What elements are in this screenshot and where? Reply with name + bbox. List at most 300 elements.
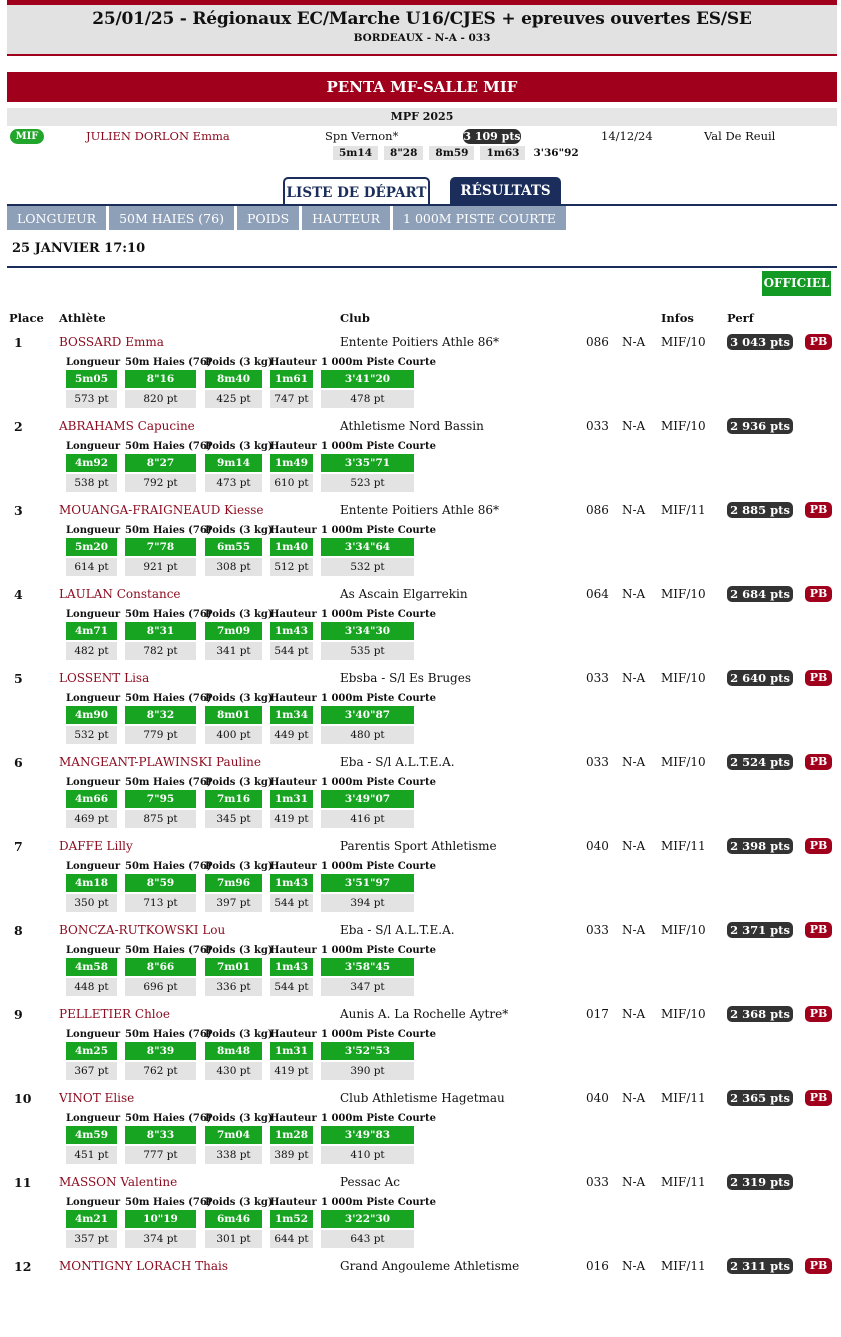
event-mark-value: 7"95 <box>125 790 196 808</box>
athlete-name[interactable]: MASSON Valentine <box>59 1175 178 1189</box>
column-header-club: Club <box>340 311 370 325</box>
meeting-subtitle: BORDEAUX - N-A - 033 <box>353 32 491 44</box>
tab-50m-haies[interactable]: 50M HAIES (76) <box>109 206 234 230</box>
event-mark-value: 4m21 <box>66 1210 117 1228</box>
event-mark-value: 7m96 <box>205 874 262 892</box>
event-points: 338 pt <box>205 1146 262 1164</box>
event-mark-value: 1m31 <box>270 790 313 808</box>
athlete-name[interactable]: DAFFE Lilly <box>59 839 133 853</box>
athlete-perf: 2 368 pts <box>727 1006 793 1022</box>
event-points: 397 pt <box>205 894 262 912</box>
athlete-category: MIF/10 <box>661 587 706 601</box>
event-points: 419 pt <box>270 810 313 828</box>
event-label: 1 000m Piste Courte <box>321 441 436 452</box>
event-title: PENTA MF-SALLE MIF <box>7 72 837 102</box>
event-mark <box>125 1027 212 1083</box>
event-label: Poids (3 kg) <box>205 945 273 956</box>
athlete-perf: 2 936 pts <box>727 418 793 434</box>
official-badge: OFFICIEL <box>762 271 831 296</box>
event-mark <box>125 859 212 915</box>
athlete-club: Eba - S/l A.L.T.E.A. <box>340 923 455 937</box>
record-marks <box>333 146 581 160</box>
event-points: 696 pt <box>125 978 196 996</box>
event-mark <box>125 607 212 663</box>
event-mark <box>321 607 436 663</box>
event-mark <box>270 691 317 747</box>
event-label: Hauteur <box>270 861 317 872</box>
result-row <box>0 1085 841 1169</box>
result-row <box>0 1169 841 1253</box>
tab-start-list[interactable]: LISTE DE DÉPART <box>283 177 430 204</box>
event-mark-value: 3'34"64 <box>321 538 414 556</box>
athlete-region: N-A <box>622 587 646 601</box>
event-mark <box>270 523 317 579</box>
athlete-name[interactable]: LAULAN Constance <box>59 587 181 601</box>
column-header-perf: Perf <box>727 311 754 325</box>
athlete-perf: 2 371 pts <box>727 922 793 938</box>
event-mark-value: 1m31 <box>270 1042 313 1060</box>
event-points: 394 pt <box>321 894 414 912</box>
athlete-region: N-A <box>622 923 646 937</box>
event-mark-value: 4m71 <box>66 622 117 640</box>
event-mark <box>125 1195 212 1251</box>
event-mark <box>66 859 121 915</box>
record-mark: 3'36"92 <box>533 147 579 159</box>
event-mark <box>205 775 273 831</box>
event-mark-value: 3'41"20 <box>321 370 414 388</box>
athlete-club: As Ascain Elgarrekin <box>340 587 468 601</box>
athlete-dept: 033 <box>586 755 609 769</box>
athlete-category: MIF/11 <box>661 1091 706 1105</box>
event-label: 1 000m Piste Courte <box>321 777 436 788</box>
athlete-dept: 040 <box>586 839 609 853</box>
athlete-place: 2 <box>14 419 23 434</box>
event-mark-value: 6m46 <box>205 1210 262 1228</box>
athlete-category: MIF/10 <box>661 335 706 349</box>
event-points: 400 pt <box>205 726 262 744</box>
record-label: MPF 2025 <box>7 108 837 126</box>
pb-badge: PB <box>805 1006 832 1022</box>
athlete-club: Club Athletisme Hagetmau <box>340 1091 505 1105</box>
athlete-category: MIF/11 <box>661 839 706 853</box>
event-label: 50m Haies (76) <box>125 441 212 452</box>
event-mark-value: 3'52"53 <box>321 1042 414 1060</box>
athlete-dept: 016 <box>586 1259 609 1273</box>
pb-badge: PB <box>805 670 832 686</box>
event-mark <box>321 523 436 579</box>
athlete-place: 6 <box>14 755 23 770</box>
column-header-place: Place <box>9 311 44 325</box>
event-label: Poids (3 kg) <box>205 777 273 788</box>
pb-badge: PB <box>805 334 832 350</box>
athlete-name[interactable]: MONTIGNY LORACH Thais <box>59 1259 229 1273</box>
event-mark-value: 1m52 <box>270 1210 313 1228</box>
event-mark-value: 1m49 <box>270 454 313 472</box>
event-label: Longueur <box>66 525 121 536</box>
event-points: 820 pt <box>125 390 196 408</box>
event-mark-value: 4m25 <box>66 1042 117 1060</box>
event-label: 50m Haies (76) <box>125 357 212 368</box>
result-row <box>0 917 841 1001</box>
athlete-category: MIF/11 <box>661 503 706 517</box>
event-mark <box>125 943 212 999</box>
event-points: 336 pt <box>205 978 262 996</box>
event-mark-value: 4m92 <box>66 454 117 472</box>
event-points: 410 pt <box>321 1146 414 1164</box>
event-points: 512 pt <box>270 558 313 576</box>
event-points: 644 pt <box>270 1230 313 1248</box>
athlete-perf: 2 365 pts <box>727 1090 793 1106</box>
event-mark <box>205 943 273 999</box>
event-mark <box>125 523 212 579</box>
event-mark <box>270 607 317 663</box>
event-mark-value: 3'34"30 <box>321 622 414 640</box>
event-label: Longueur <box>66 1197 121 1208</box>
tab-results[interactable]: RÉSULTATS <box>450 177 561 204</box>
event-points: 347 pt <box>321 978 414 996</box>
event-mark-value: 3'49"83 <box>321 1126 414 1144</box>
event-points: 390 pt <box>321 1062 414 1080</box>
view-tabs <box>7 177 837 206</box>
athlete-dept: 033 <box>586 671 609 685</box>
event-label: Hauteur <box>270 1197 317 1208</box>
event-points: 544 pt <box>270 894 313 912</box>
athlete-dept: 086 <box>586 503 609 517</box>
pb-badge: PB <box>805 922 832 938</box>
event-mark-value: 7m09 <box>205 622 262 640</box>
event-mark-value: 8"31 <box>125 622 196 640</box>
event-points: 482 pt <box>66 642 117 660</box>
event-points: 469 pt <box>66 810 117 828</box>
event-points: 345 pt <box>205 810 262 828</box>
athlete-region: N-A <box>622 1175 646 1189</box>
event-mark-value: 5m05 <box>66 370 117 388</box>
event-points: 573 pt <box>66 390 117 408</box>
event-label: 1 000m Piste Courte <box>321 693 436 704</box>
event-mark <box>321 1027 436 1083</box>
event-points: 341 pt <box>205 642 262 660</box>
event-label: 50m Haies (76) <box>125 525 212 536</box>
event-points: 478 pt <box>321 390 414 408</box>
event-mark <box>66 607 121 663</box>
tab-hauteur[interactable]: HAUTEUR <box>302 206 390 230</box>
event-label: Hauteur <box>270 777 317 788</box>
event-mark <box>66 1195 121 1251</box>
event-points: 532 pt <box>66 726 117 744</box>
event-mark-value: 5m20 <box>66 538 117 556</box>
event-label: Poids (3 kg) <box>205 441 273 452</box>
event-mark-value: 1m28 <box>270 1126 313 1144</box>
event-mark-value: 4m90 <box>66 706 117 724</box>
tab-1000m[interactable]: 1 000M PISTE COURTE <box>393 206 566 230</box>
event-mark-value: 8"27 <box>125 454 196 472</box>
event-mark <box>125 1111 212 1167</box>
event-label: Hauteur <box>270 357 317 368</box>
result-row <box>0 329 841 413</box>
event-label: Hauteur <box>270 525 317 536</box>
event-points: 419 pt <box>270 1062 313 1080</box>
athlete-category: MIF/10 <box>661 755 706 769</box>
event-label: 1 000m Piste Courte <box>321 609 436 620</box>
event-mark-value: 9m14 <box>205 454 262 472</box>
record-holder-name[interactable]: JULIEN DORLON Emma <box>86 129 230 143</box>
athlete-club: Aunis A. La Rochelle Aytre* <box>340 1007 509 1021</box>
event-label: Longueur <box>66 609 121 620</box>
record-place: Val De Reuil <box>704 129 776 143</box>
event-label: Poids (3 kg) <box>205 609 273 620</box>
athlete-place: 12 <box>14 1259 32 1274</box>
event-points: 643 pt <box>321 1230 414 1248</box>
event-points: 538 pt <box>66 474 117 492</box>
result-row <box>0 749 841 833</box>
athlete-region: N-A <box>622 671 646 685</box>
event-mark <box>125 691 212 747</box>
pb-badge: PB <box>805 1090 832 1106</box>
event-mark <box>270 439 317 495</box>
event-mark <box>321 859 436 915</box>
athlete-name[interactable]: LOSSENT Lisa <box>59 671 150 685</box>
tab-longueur[interactable]: LONGUEUR <box>7 206 106 230</box>
athlete-perf: 2 311 pts <box>727 1258 793 1274</box>
event-mark <box>205 523 273 579</box>
event-mark <box>321 355 436 411</box>
event-label: 1 000m Piste Courte <box>321 357 436 368</box>
event-mark-value: 10"19 <box>125 1210 196 1228</box>
event-label: 1 000m Piste Courte <box>321 861 436 872</box>
event-mark-value: 8"32 <box>125 706 196 724</box>
event-mark-value: 1m43 <box>270 622 313 640</box>
event-mark-value: 3'22"30 <box>321 1210 414 1228</box>
event-points: 350 pt <box>66 894 117 912</box>
event-points: 535 pt <box>321 642 414 660</box>
event-mark <box>205 1027 273 1083</box>
event-label: 50m Haies (76) <box>125 609 212 620</box>
pb-badge: PB <box>805 502 832 518</box>
divider <box>7 266 837 268</box>
athlete-name[interactable]: MOUANGA-FRAIGNEAUD Kiesse <box>59 503 264 517</box>
athlete-perf: 2 319 pts <box>727 1174 793 1190</box>
athlete-name[interactable]: BONCZA-RUTKOWSKI Lou <box>59 923 226 937</box>
athlete-club: Pessac Ac <box>340 1175 401 1189</box>
result-row <box>0 833 841 917</box>
athlete-region: N-A <box>622 839 646 853</box>
athlete-perf: 2 398 pts <box>727 838 793 854</box>
athlete-dept: 086 <box>586 335 609 349</box>
event-mark <box>270 1111 317 1167</box>
event-mark-value: 7m04 <box>205 1126 262 1144</box>
category-badge: MIF <box>10 129 44 144</box>
event-label: Poids (3 kg) <box>205 1029 273 1040</box>
athlete-place: 3 <box>14 503 23 518</box>
event-points: 416 pt <box>321 810 414 828</box>
athlete-place: 7 <box>14 839 23 854</box>
event-label: 50m Haies (76) <box>125 1029 212 1040</box>
event-label: 50m Haies (76) <box>125 1113 212 1124</box>
event-mark <box>321 1111 436 1167</box>
athlete-dept: 017 <box>586 1007 609 1021</box>
athlete-category: MIF/10 <box>661 419 706 433</box>
event-mark-value: 8m48 <box>205 1042 262 1060</box>
event-label: Poids (3 kg) <box>205 1113 273 1124</box>
athlete-dept: 040 <box>586 1091 609 1105</box>
event-label: Hauteur <box>270 609 317 620</box>
result-row <box>0 665 841 749</box>
event-points: 875 pt <box>125 810 196 828</box>
event-mark-value: 8"39 <box>125 1042 196 1060</box>
event-mark-value: 1m61 <box>270 370 313 388</box>
event-label: 1 000m Piste Courte <box>321 1029 436 1040</box>
column-header-athlete: Athlète <box>59 311 106 325</box>
event-label: Longueur <box>66 777 121 788</box>
event-mark <box>270 943 317 999</box>
event-mark-value: 4m58 <box>66 958 117 976</box>
event-points: 301 pt <box>205 1230 262 1248</box>
event-mark-value: 1m43 <box>270 874 313 892</box>
event-points: 762 pt <box>125 1062 196 1080</box>
pb-badge: PB <box>805 1258 832 1274</box>
athlete-club: Parentis Sport Athletisme <box>340 839 497 853</box>
result-row <box>0 1253 841 1337</box>
event-points: 374 pt <box>125 1230 196 1248</box>
record-mark: 5m14 <box>333 146 378 160</box>
event-label: Poids (3 kg) <box>205 861 273 872</box>
athlete-name[interactable]: ABRAHAMS Capucine <box>59 419 195 433</box>
event-mark <box>321 775 436 831</box>
event-points: 480 pt <box>321 726 414 744</box>
event-label: 1 000m Piste Courte <box>321 1197 436 1208</box>
athlete-perf: 2 885 pts <box>727 502 793 518</box>
event-mark-value: 4m18 <box>66 874 117 892</box>
athlete-perf: 2 640 pts <box>727 670 793 686</box>
athlete-category: MIF/11 <box>661 1259 706 1273</box>
event-mark-value: 7m16 <box>205 790 262 808</box>
event-points: 713 pt <box>125 894 196 912</box>
event-points: 473 pt <box>205 474 262 492</box>
event-label: 1 000m Piste Courte <box>321 945 436 956</box>
event-points: 448 pt <box>66 978 117 996</box>
event-mark <box>270 859 317 915</box>
event-label: Poids (3 kg) <box>205 525 273 536</box>
event-points: 779 pt <box>125 726 196 744</box>
event-mark <box>125 775 212 831</box>
event-mark-value: 1m43 <box>270 958 313 976</box>
event-points: 532 pt <box>321 558 414 576</box>
event-mark <box>270 775 317 831</box>
event-mark-value: 8m01 <box>205 706 262 724</box>
athlete-name[interactable]: VINOT Elise <box>59 1091 135 1105</box>
event-mark <box>66 439 121 495</box>
event-label: Poids (3 kg) <box>205 693 273 704</box>
event-mark-value: 3'40"87 <box>321 706 414 724</box>
event-mark-value: 3'35"71 <box>321 454 414 472</box>
event-mark <box>205 607 273 663</box>
event-label: 50m Haies (76) <box>125 861 212 872</box>
event-mark <box>270 1027 317 1083</box>
athlete-region: N-A <box>622 503 646 517</box>
event-mark-value: 8"16 <box>125 370 196 388</box>
event-points: 921 pt <box>125 558 196 576</box>
event-label: Poids (3 kg) <box>205 357 273 368</box>
event-label: Longueur <box>66 945 121 956</box>
athlete-region: N-A <box>622 419 646 433</box>
event-mark-value: 1m40 <box>270 538 313 556</box>
record-holder-club: Spn Vernon* <box>325 129 399 143</box>
athlete-region: N-A <box>622 1007 646 1021</box>
event-points: 449 pt <box>270 726 313 744</box>
event-points: 357 pt <box>66 1230 117 1248</box>
pb-badge: PB <box>805 838 832 854</box>
record-row <box>7 128 837 162</box>
athlete-category: MIF/11 <box>661 1175 706 1189</box>
event-mark <box>205 1111 273 1167</box>
athlete-dept: 033 <box>586 923 609 937</box>
column-header-infos: Infos <box>661 311 694 325</box>
event-label: 50m Haies (76) <box>125 777 212 788</box>
event-label: Longueur <box>66 693 121 704</box>
record-date: 14/12/24 <box>601 129 653 143</box>
session-time: 25 JANVIER 17:10 <box>12 241 146 256</box>
event-points: 792 pt <box>125 474 196 492</box>
result-row <box>0 497 841 581</box>
event-mark <box>205 859 273 915</box>
athlete-club: Entente Poitiers Athle 86* <box>340 335 500 349</box>
event-label: 50m Haies (76) <box>125 945 212 956</box>
result-row <box>0 581 841 665</box>
event-mark-value: 1m34 <box>270 706 313 724</box>
event-mark-value: 6m55 <box>205 538 262 556</box>
athlete-perf: 2 684 pts <box>727 586 793 602</box>
athlete-club: Grand Angouleme Athletisme <box>340 1259 520 1273</box>
event-label: Hauteur <box>270 441 317 452</box>
athlete-region: N-A <box>622 755 646 769</box>
event-label: Hauteur <box>270 1029 317 1040</box>
event-mark <box>125 439 212 495</box>
athlete-region: N-A <box>622 1259 646 1273</box>
record-points: 3 109 pts <box>463 130 521 143</box>
event-mark-value: 8"59 <box>125 874 196 892</box>
athlete-perf: 3 043 pts <box>727 334 793 350</box>
record-mark: 8m59 <box>429 146 474 160</box>
event-label: 50m Haies (76) <box>125 693 212 704</box>
athlete-dept: 033 <box>586 419 609 433</box>
event-mark <box>66 943 121 999</box>
athlete-category: MIF/10 <box>661 671 706 685</box>
event-mark-value: 8"66 <box>125 958 196 976</box>
event-mark <box>66 523 121 579</box>
meeting-title: 25/01/25 - Régionaux EC/Marche U16/CJES + epreuves ouvertes ES/SE <box>92 9 752 29</box>
athlete-name[interactable]: BOSSARD Emma <box>59 335 164 349</box>
event-mark <box>321 439 436 495</box>
athlete-name[interactable]: MANGEANT-PLAWINSKI Pauline <box>59 755 261 769</box>
event-mark <box>66 355 121 411</box>
event-label: Hauteur <box>270 945 317 956</box>
event-mark-value: 4m59 <box>66 1126 117 1144</box>
event-label: 1 000m Piste Courte <box>321 525 436 536</box>
athlete-category: MIF/10 <box>661 1007 706 1021</box>
event-mark <box>321 943 436 999</box>
event-mark-value: 8"33 <box>125 1126 196 1144</box>
event-mark <box>66 1111 121 1167</box>
athlete-dept: 064 <box>586 587 609 601</box>
event-points: 782 pt <box>125 642 196 660</box>
athlete-name[interactable]: PELLETIER Chloe <box>59 1007 170 1021</box>
event-mark-value: 7m01 <box>205 958 262 976</box>
event-label: Longueur <box>66 1029 121 1040</box>
tab-poids[interactable]: POIDS <box>237 206 299 230</box>
meeting-header <box>7 0 837 56</box>
event-mark <box>66 691 121 747</box>
record-mark: 1m63 <box>480 146 525 160</box>
